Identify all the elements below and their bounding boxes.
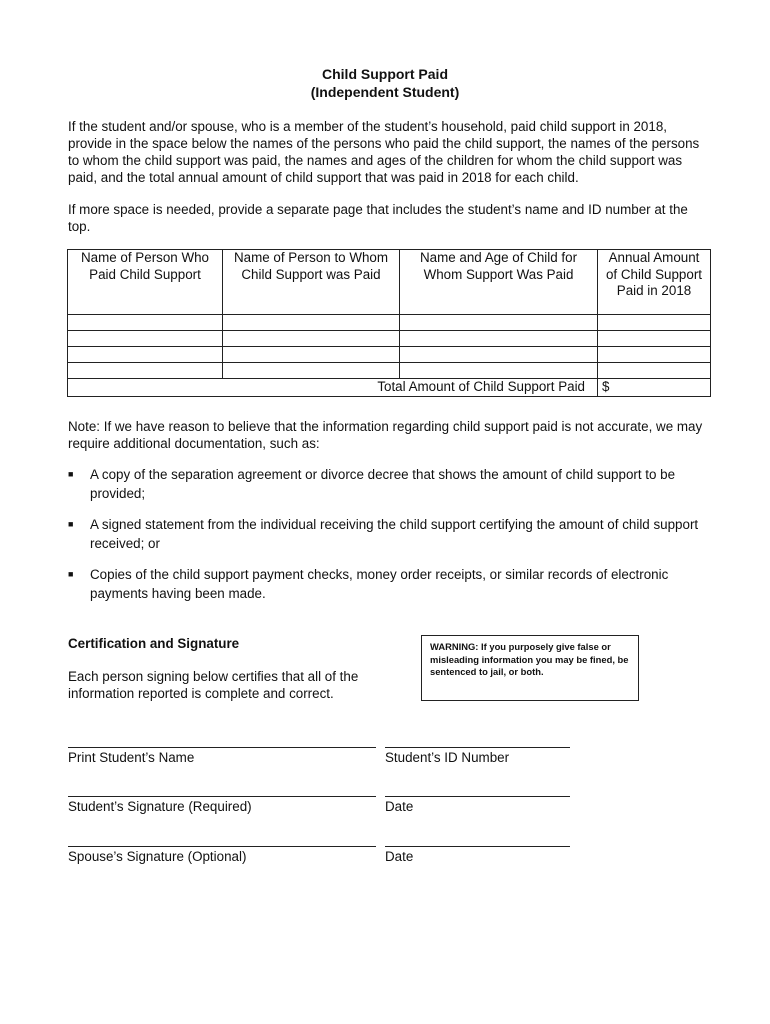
student-signature-label: Student’s Signature (Required): [68, 799, 252, 814]
student-signature-line[interactable]: [68, 796, 376, 797]
table-header-row: [68, 250, 711, 315]
cell-amount[interactable]: [598, 331, 711, 347]
form-subtitle: (Independent Student): [310, 84, 460, 100]
cell-payer[interactable]: [68, 347, 223, 363]
cell-payer[interactable]: [68, 363, 223, 379]
header-child: Name and Age of Child for Whom Support Was Paid: [400, 250, 598, 315]
cell-amount[interactable]: [598, 347, 711, 363]
date-line[interactable]: [385, 796, 570, 797]
certification-text: Each person signing below certifies that all of the information reported is complete and correct.: [68, 669, 359, 701]
cell-payee[interactable]: [223, 315, 400, 331]
certification-heading: Certification and Signature: [68, 636, 240, 651]
table-row: [68, 363, 711, 379]
cell-child[interactable]: [400, 331, 598, 347]
date-line[interactable]: [385, 846, 570, 847]
date-label: Date: [385, 799, 414, 814]
date-label: Date: [385, 849, 414, 864]
cell-child[interactable]: [400, 363, 598, 379]
square-bullet-icon: ■: [68, 469, 74, 479]
bullet-text: Copies of the child support payment checks, money order receipts, or similar records of electronic payments having been made.: [90, 567, 669, 601]
total-row: [68, 379, 711, 397]
header-amount: Annual Amount of Child Support Paid in 2018: [598, 250, 711, 315]
cell-payee[interactable]: [223, 363, 400, 379]
cell-amount[interactable]: [598, 363, 711, 379]
bullet-text: A signed statement from the individual receiving the child support certifying the amount of child support received; or: [90, 517, 699, 551]
cell-payee[interactable]: [223, 331, 400, 347]
child-support-table: [67, 249, 711, 397]
bullet-text: A copy of the separation agreement or divorce decree that shows the amount of child support to be provided;: [90, 467, 676, 501]
table-row: [68, 347, 711, 363]
intro-paragraph: If the student and/or spouse, who is a member of the student’s household, paid child support in 2018, provide in the space below the names of the persons who paid the child support, the names of the persons to whom the child support was paid, the names and ages of the children for whom the child support was paid, and the total annual amount of child support that was paid in 2018 for each child.: [68, 119, 700, 185]
spouse-signature-line[interactable]: [68, 846, 376, 847]
cell-payer[interactable]: [68, 315, 223, 331]
header-payer: Name of Person Who Paid Child Support: [68, 250, 223, 315]
square-bullet-icon: ■: [68, 569, 74, 579]
table-row: [68, 331, 711, 347]
student-name-label: Print Student’s Name: [68, 750, 195, 765]
cell-amount[interactable]: [598, 315, 711, 331]
warning-box: WARNING: If you purposely give false or misleading information you may be fined, be sentenced to jail, or both.: [421, 635, 639, 701]
total-label: Total Amount of Child Support Paid: [68, 379, 598, 397]
note-paragraph: Note: If we have reason to believe that the information regarding child support paid is not accurate, we may require additional documentation, such as:: [68, 419, 703, 451]
cell-payer[interactable]: [68, 331, 223, 347]
student-name-line[interactable]: [68, 747, 376, 748]
more-space-paragraph: If more space is needed, provide a separate page that includes the student’s name and ID number at the top.: [68, 202, 688, 234]
cell-payee[interactable]: [223, 347, 400, 363]
student-id-line[interactable]: [385, 747, 570, 748]
form-title: Child Support Paid: [322, 66, 448, 82]
header-payee: Name of Person to Whom Child Support was Paid: [223, 250, 400, 315]
student-id-label: Student’s ID Number: [385, 750, 510, 765]
square-bullet-icon: ■: [68, 519, 74, 529]
spouse-signature-label: Spouse’s Signature (Optional): [68, 849, 247, 864]
table-row: [68, 315, 711, 331]
cell-child[interactable]: [400, 315, 598, 331]
cell-child[interactable]: [400, 347, 598, 363]
total-amount-field[interactable]: $: [598, 379, 711, 397]
